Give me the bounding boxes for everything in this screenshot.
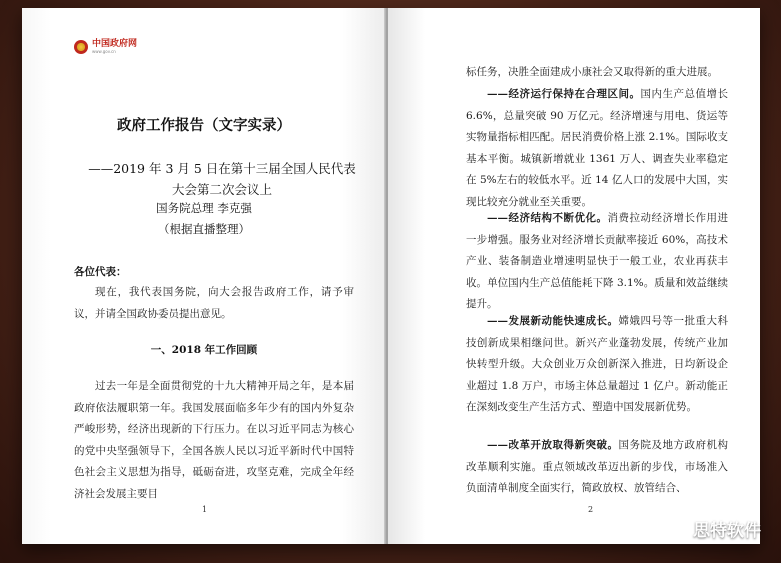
page-number-right: 2 xyxy=(588,505,594,514)
left-page xyxy=(22,8,386,544)
structure-heading: ——经济结构不断优化。 xyxy=(487,212,608,224)
continued-paragraph: 标任务，决胜全面建成小康社会又取得新的重大进展。 xyxy=(466,66,718,78)
report-author: 国务院总理 李克强 xyxy=(156,201,252,215)
economy-paragraph xyxy=(466,84,728,213)
open-book xyxy=(22,8,760,544)
logo-name: 中国政府网 xyxy=(92,39,138,49)
momentum-paragraph xyxy=(466,311,728,419)
right-page xyxy=(388,8,760,544)
national-emblem-icon xyxy=(74,40,88,54)
reform-body: 国务院及地方政府机构改革顺利实施。重点领域改革迈出新的步伐，市场准入负面清单制度全面实行，简政放权、放管结合、 xyxy=(466,439,728,494)
watermark-text: 思特软件 xyxy=(693,521,761,541)
watermark xyxy=(665,516,761,541)
report-title: 政府工作报告（文字实录） xyxy=(117,117,291,134)
structure-body: 消费拉动经济增长作用进一步增强。服务业对经济增长贡献率接近 60%，高技术产业、装备制造业增速明显快于一般工业，农业再获丰收。单位国内生产总值能耗下降 3.1%。质量和效益继续提升。 xyxy=(466,212,728,310)
momentum-heading: ——发展新动能快速成长。 xyxy=(487,315,619,327)
report-subtitle: ——2019 年 3 月 5 日在第十三届全国人民代表大会第二次会议上 xyxy=(88,161,356,197)
salutation: 各位代表： xyxy=(74,266,127,278)
logo-url: www.gov.cn xyxy=(92,49,116,54)
economy-heading: ——经济运行保持在合理区间。 xyxy=(487,88,641,100)
page-number-left: 1 xyxy=(202,505,208,514)
gov-logo xyxy=(74,40,137,54)
economy-body: 国内生产总值增长 6.6%，总量突破 90 万亿元。经济增速与用电、货运等实物量指标相匹配。居民消费价格上涨 2.1%。国际收支基本平衡。城镇新增就业 1361 万人、调查失业率稳定在 5%左右的较低水平。近 14 亿人口的发展中大国，实现比较充分就业至关重要。 xyxy=(466,88,728,208)
intro-paragraph: 现在，我代表国务院，向大会报告政府工作，请予审议，并请全国政协委员提出意见。 xyxy=(74,286,354,320)
structure-paragraph xyxy=(466,208,728,316)
report-note: （根据直播整理） xyxy=(158,222,250,236)
wechat-icon xyxy=(665,520,687,538)
reform-paragraph xyxy=(466,435,728,500)
reform-heading: ——改革开放取得新突破。 xyxy=(487,439,619,451)
momentum-body: 嫦娥四号等一批重大科技创新成果相继问世。新兴产业蓬勃发展，传统产业加快转型升级。大众创业万众创新深入推进，日均新设企业超过 1.8 万户，市场主体总量超过 1 亿户。新动能正在深刻改变生产生活方式、塑造中国发展新优势。 xyxy=(466,315,728,413)
review-paragraph: 过去一年是全面贯彻党的十九大精神开局之年，是本届政府依法履职第一年。我国发展面临多年少有的国内外复杂严峻形势，经济出现新的下行压力。在以习近平同志为核心的党中央坚强领导下，全国各族人民以习近平新时代中国特色社会主义思想为指导，砥砺奋进，攻坚克难，完成全年经济社会发展主要目 xyxy=(74,380,354,500)
section-heading: 一、2018 年工作回顾 xyxy=(150,344,258,356)
